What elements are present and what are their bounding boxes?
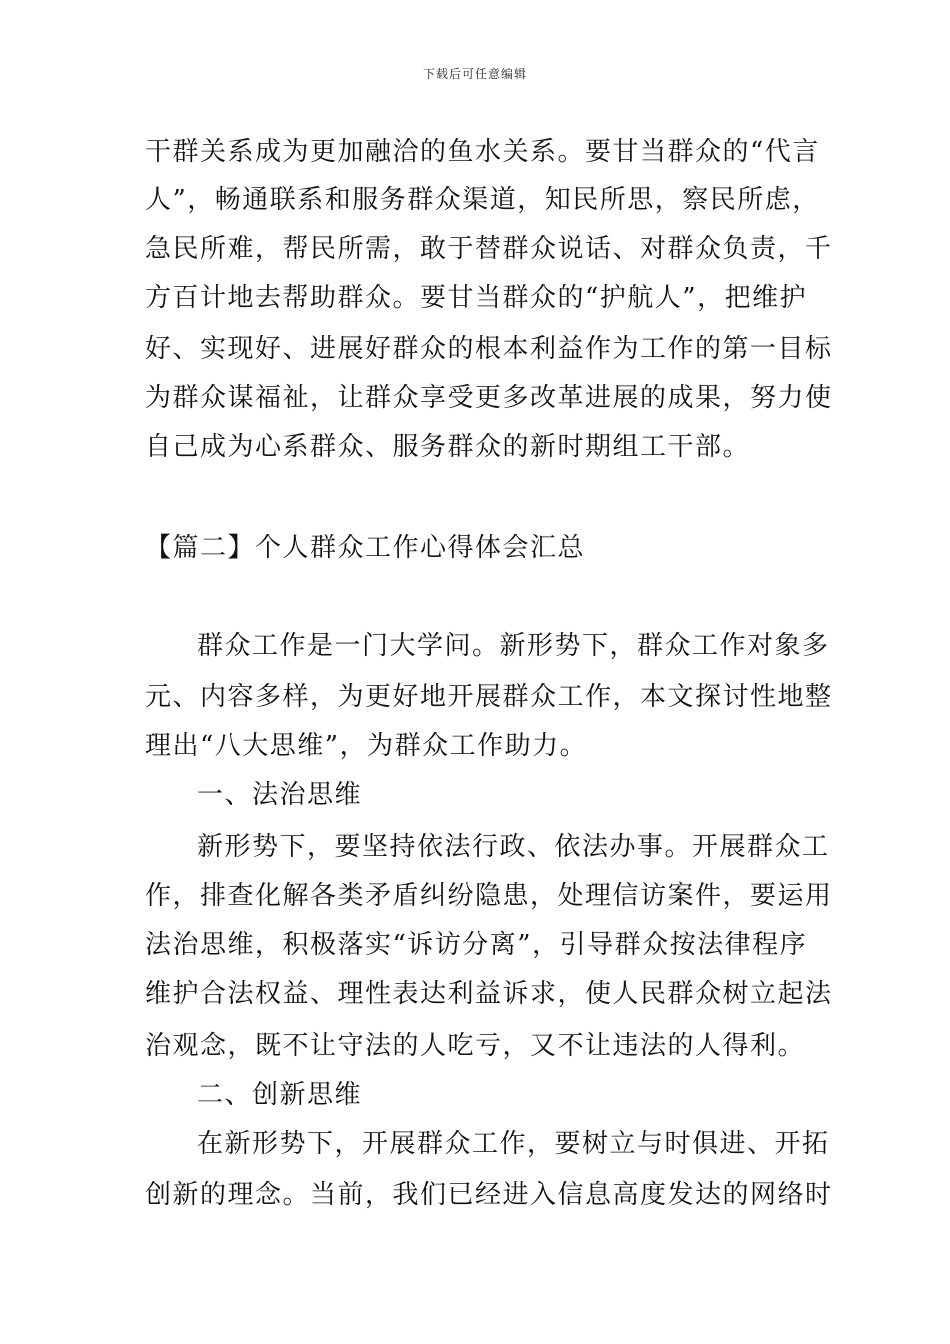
para-line: 新形势下，要坚持依法行政、依法办事。开展群众工: [197, 832, 830, 862]
body-line: 急民所难，帮民所需，敢于替群众说话、对群众负责，千: [145, 234, 833, 264]
body-line: 干群关系成为更加融洽的鱼水关系。要甘当群众的“代言: [145, 137, 820, 167]
body-line: 方百计地去帮助群众。要甘当群众的“护航人”，把维护: [145, 283, 808, 313]
page-header: 下载后可任意编辑: [422, 67, 527, 81]
intro-line: 群众工作是一门大学问。新形势下，群众工作对象多: [197, 631, 830, 661]
body-line: 自己成为心系群众、服务群众的新时期组工干部。: [145, 432, 751, 462]
intro-line: 元、内容多样，为更好地开展群众工作，本文探讨性地整: [145, 682, 833, 712]
intro-line: 理出“八大思维”，为群众工作助力。: [145, 731, 588, 761]
para-line: 治观念，既不让守法的人吃亏，又不让违法的人得利。: [145, 1031, 806, 1061]
body-line: 为群众谋福祉，让群众享受更多改革进展的成果，努力使: [145, 383, 833, 413]
article-title: 【篇二】个人群众工作心得体会汇总: [145, 533, 586, 563]
section-heading: 一、法治思维: [197, 780, 363, 810]
body-line: 好、实现好、进展好群众的根本利益作为工作的第一目标: [145, 334, 833, 364]
para-line: 创新的理念。当前，我们已经进入信息高度发达的网络时: [145, 1180, 833, 1210]
section-heading: 二、创新思维: [197, 1080, 363, 1110]
para-line: 作，排查化解各类矛盾纠纷隐患，处理信访案件，要运用: [145, 881, 833, 911]
para-line: 法治思维，积极落实“诉访分离”，引导群众按法律程序: [145, 930, 808, 960]
body-line: 人”，畅通联系和服务群众渠道，知民所思，察民所虑，: [145, 185, 820, 215]
para-line: 在新形势下，开展群众工作，要树立与时俱进、开拓: [197, 1129, 830, 1159]
para-line: 维护合法权益、理性表达利益诉求，使人民群众树立起法: [145, 979, 833, 1009]
